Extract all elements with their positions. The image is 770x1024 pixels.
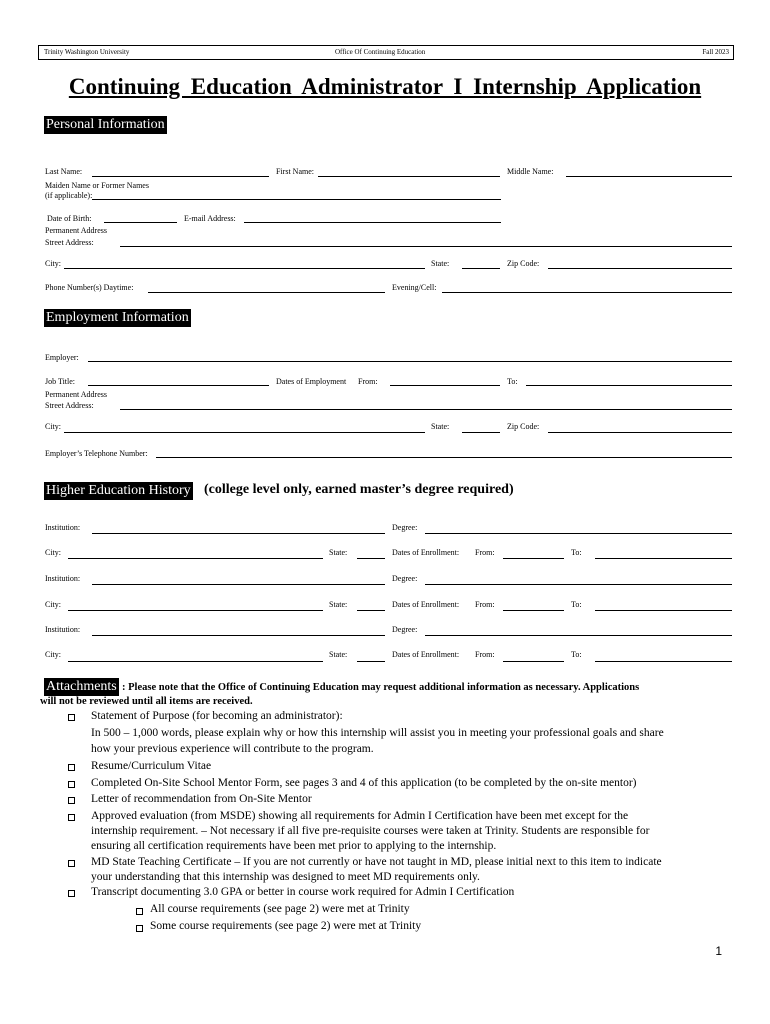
section-personal-heading: Personal Information [46, 117, 165, 132]
field-job-title[interactable] [88, 385, 269, 386]
label-employer-phone: Employer’s Telephone Number: [45, 449, 148, 458]
item-mentor-form: Completed On-Site School Mentor Form, see pages 3 and 4 of this application (to be completed by the on-site mentor) [91, 777, 637, 789]
item-statement-detail-1: In 500 – 1,000 words, please explain why or how this internship will assist you in meeting your professional goals and share [91, 727, 664, 739]
header-left: Trinity Washington University [44, 48, 130, 56]
label-phone-day: Phone Number(s) Daytime: [45, 283, 134, 292]
field-emp-state[interactable] [462, 432, 500, 433]
field-institution-1[interactable] [92, 533, 385, 534]
field-first-name[interactable] [318, 176, 500, 177]
item-msde-evaluation: Approved evaluation (from MSDE) showing all requirements for Admin I Certification have been met except for the [91, 810, 629, 822]
label-enrollment: Dates of Enrollment: [392, 600, 460, 609]
label-last-name: Last Name: [45, 167, 83, 176]
field-dob[interactable] [104, 222, 177, 223]
label-employer: Employer: [45, 353, 79, 362]
label-city: City: [45, 259, 62, 268]
field-institution-2[interactable] [92, 584, 385, 585]
field-last-name[interactable] [92, 176, 269, 177]
field-email[interactable] [244, 222, 501, 223]
education-subheading: (college level only, earned master’s degree required) [204, 482, 514, 497]
running-header [38, 45, 734, 60]
label-edu-to: To: [571, 548, 582, 557]
checkbox-statement-of-purpose[interactable] [68, 714, 75, 721]
item-recommendation: Letter of recommendation from On-Site Mentor [91, 793, 312, 805]
label-middle-name: Middle Name: [507, 167, 554, 176]
attachments-note-line-1: : Please note that the Office of Continuing Education may request additional information as necessary. Applications [122, 682, 640, 693]
field-institution-3[interactable] [92, 635, 385, 636]
label-to: To: [507, 377, 518, 386]
label-dob: Date of Birth: [47, 214, 92, 223]
label-street: Street Address: [45, 238, 94, 247]
label-from: From: [358, 377, 378, 386]
field-edu-to-1[interactable] [595, 558, 732, 559]
field-emp-street[interactable] [120, 409, 732, 410]
field-employment-from[interactable] [390, 385, 500, 386]
field-emp-zip[interactable] [548, 432, 732, 433]
field-city[interactable] [64, 268, 425, 269]
item-msde-detail-2: ensuring all certification requirements have been met prior to applying to the internship. [91, 840, 497, 852]
field-employer[interactable] [88, 361, 732, 362]
field-emp-city[interactable] [64, 432, 425, 433]
attachments-note-line-2: will not be reviewed until all items are received. [40, 696, 253, 707]
field-degree-1[interactable] [425, 533, 732, 534]
checkbox-msde-evaluation[interactable] [68, 814, 75, 821]
checkbox-teaching-certificate[interactable] [68, 860, 75, 867]
checkbox-mentor-form[interactable] [68, 781, 75, 788]
label-first-name: First Name: [276, 167, 314, 176]
label-emp-city: City: [45, 422, 62, 431]
field-maiden-name[interactable] [92, 199, 501, 200]
label-enrollment: Dates of Enrollment: [392, 650, 460, 659]
field-zip[interactable] [548, 268, 732, 269]
label-job-title: Job Title: [45, 377, 76, 386]
field-edu-to-3[interactable] [595, 661, 732, 662]
field-edu-from-2[interactable] [503, 610, 564, 611]
checkbox-all-courses-trinity[interactable] [136, 908, 143, 915]
label-emp-zip: Zip Code: [507, 422, 540, 431]
label-institution: Institution: [45, 523, 81, 532]
label-degree: Degree: [392, 574, 418, 583]
page-title: Continuing Education Administrator I Internship Application [68, 74, 702, 99]
field-edu-to-2[interactable] [595, 610, 732, 611]
label-institution: Institution: [45, 625, 81, 634]
field-street[interactable] [120, 246, 732, 247]
label-edu-from: From: [475, 600, 495, 609]
field-edu-from-3[interactable] [503, 661, 564, 662]
label-edu-city: City: [45, 548, 62, 557]
field-edu-from-1[interactable] [503, 558, 564, 559]
item-msde-detail-1: internship requirement. – Not necessary if all five pre-requisite courses were taken at Trinity. Students are responsible for [91, 825, 650, 837]
section-employment-heading: Employment Information [46, 310, 189, 325]
field-edu-city-3[interactable] [68, 661, 323, 662]
header-center: Office Of Continuing Education [335, 48, 426, 56]
section-education-heading: Higher Education History [46, 483, 191, 498]
label-edu-from: From: [475, 650, 495, 659]
checkbox-recommendation[interactable] [68, 797, 75, 804]
label-zip: Zip Code: [507, 259, 540, 268]
checkbox-some-courses-trinity[interactable] [136, 925, 143, 932]
field-edu-city-1[interactable] [68, 558, 323, 559]
field-evening[interactable] [442, 292, 732, 293]
label-enrollment: Dates of Enrollment: [392, 548, 460, 557]
item-statement-of-purpose: Statement of Purpose (for becoming an administrator): [91, 710, 343, 722]
item-teaching-detail: your understanding that this internship was designed to meet MD requirements only. [91, 871, 480, 883]
label-edu-city: City: [45, 600, 62, 609]
label-maiden-2: (if applicable): [45, 191, 93, 200]
label-institution: Institution: [45, 574, 81, 583]
section-attachments-heading: Attachments [46, 679, 117, 694]
field-degree-2[interactable] [425, 584, 732, 585]
field-degree-3[interactable] [425, 635, 732, 636]
checkbox-transcript[interactable] [68, 890, 75, 897]
item-teaching-certificate: MD State Teaching Certificate – If you are not currently or have not taught in MD, please initial next to this item to indicate [91, 856, 662, 868]
header-right: Fall 2023 [702, 48, 729, 56]
label-dates-employment: Dates of Employment [276, 377, 347, 386]
checkbox-resume[interactable] [68, 764, 75, 771]
label-perm-address: Permanent Address [45, 226, 107, 235]
field-edu-state-2[interactable] [357, 610, 385, 611]
label-edu-from: From: [475, 548, 495, 557]
label-state: State: [431, 259, 450, 268]
label-degree: Degree: [392, 523, 418, 532]
field-employment-to[interactable] [526, 385, 732, 386]
label-maiden-1: Maiden Name or Former Names [45, 181, 149, 190]
field-edu-state-3[interactable] [357, 661, 385, 662]
item-all-courses-trinity: All course requirements (see page 2) were met at Trinity [150, 903, 410, 915]
label-edu-state: State: [329, 548, 348, 557]
label-emp-perm-address: Permanent Address [45, 390, 107, 399]
field-state[interactable] [462, 268, 500, 269]
label-email: E-mail Address: [184, 214, 236, 223]
item-statement-detail-2: how your previous experience will contribute to the program. [91, 743, 374, 755]
field-employer-phone[interactable] [156, 457, 732, 458]
field-edu-city-2[interactable] [68, 610, 323, 611]
item-transcript: Transcript documenting 3.0 GPA or better in course work required for Admin I Certification [91, 886, 515, 898]
field-middle-name[interactable] [566, 176, 732, 177]
label-evening: Evening/Cell: [392, 283, 437, 292]
label-edu-state: State: [329, 650, 348, 659]
label-edu-to: To: [571, 600, 582, 609]
field-phone-day[interactable] [148, 292, 385, 293]
label-degree: Degree: [392, 625, 418, 634]
label-emp-state: State: [431, 422, 450, 431]
label-emp-street: Street Address: [45, 401, 94, 410]
item-resume: Resume/Curriculum Vitae [91, 760, 212, 772]
label-edu-city: City: [45, 650, 62, 659]
item-some-courses-trinity: Some course requirements (see page 2) were met at Trinity [150, 920, 422, 932]
page-number: 1 [715, 944, 722, 958]
field-edu-state-1[interactable] [357, 558, 385, 559]
label-edu-state: State: [329, 600, 348, 609]
label-edu-to: To: [571, 650, 582, 659]
